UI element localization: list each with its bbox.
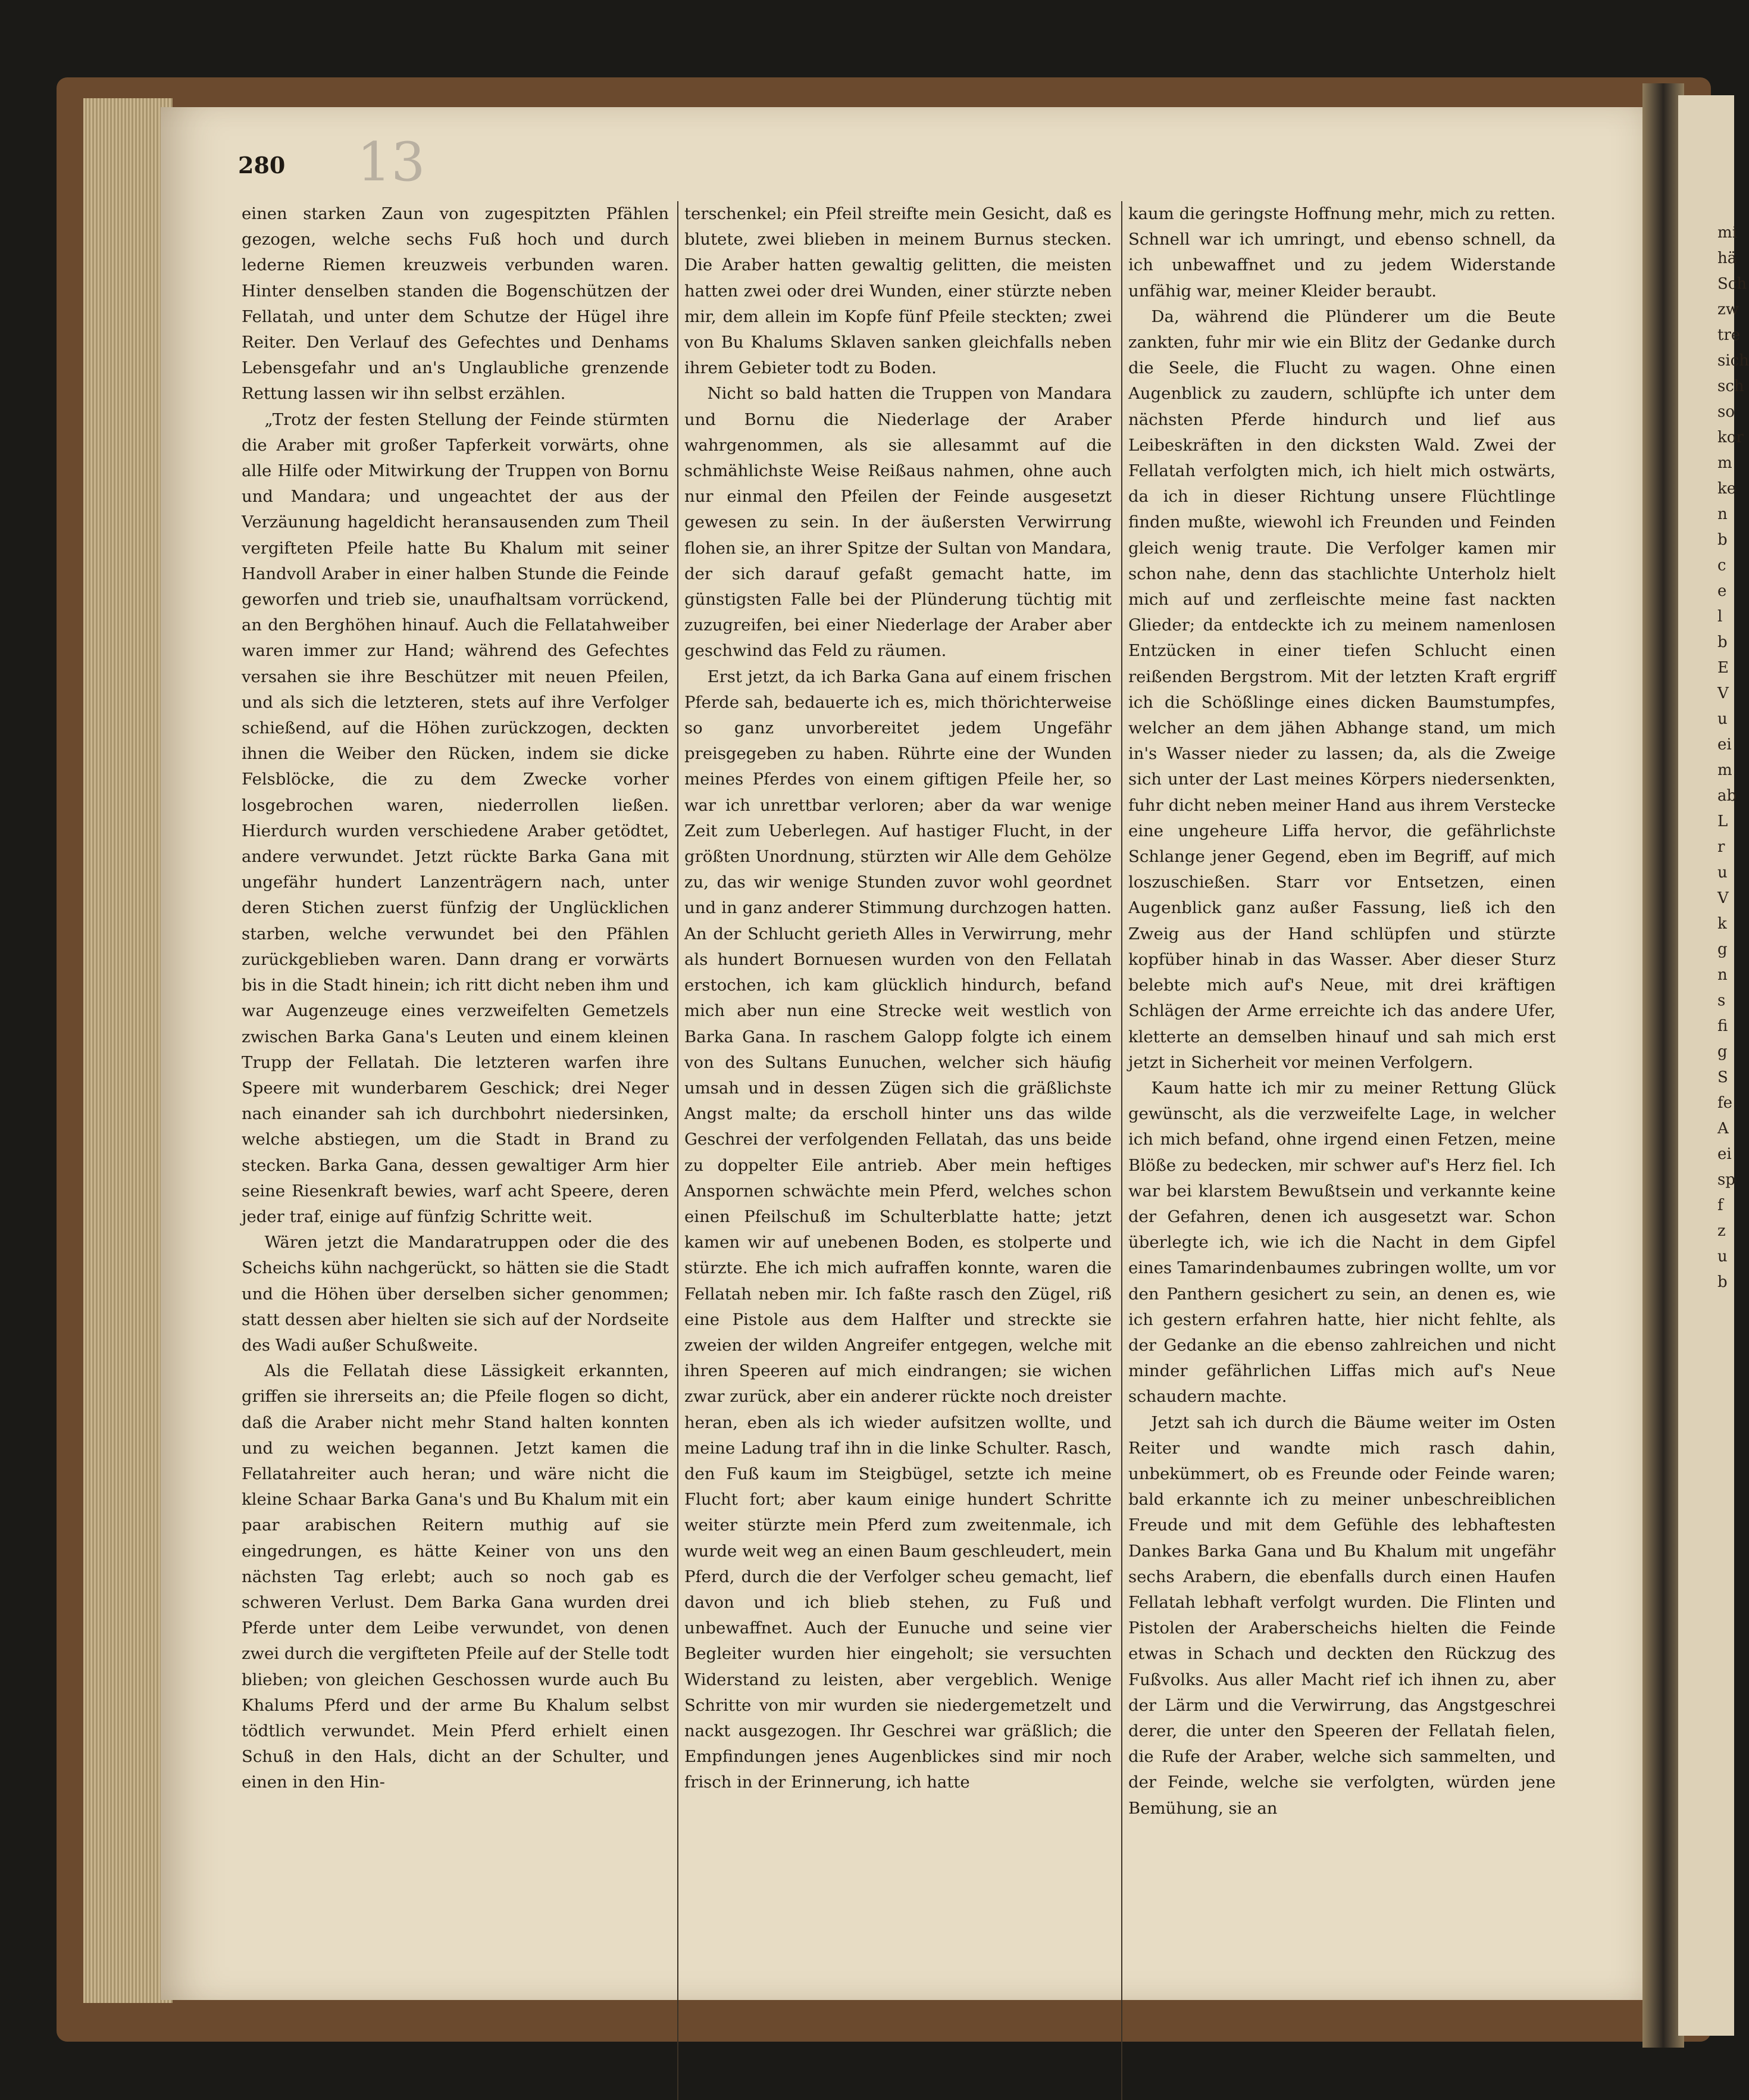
paragraph: Jetzt sah ich durch die Bäume weiter im Osten Reiter und wandte mich rasch dahin, unbekümmert, ob es Freunde oder Feinde waren; bald erkannte ich zu meiner unbeschreiblichen Freude und mit dem Gefühle des lebhaftesten Dankes Barka Gana und Bu Khalum mit ungefähr sechs Arabern, die ebenfalls durch einen Haufen Fellatah lebhaft verfolgt wurden. Die Flinten und Pistolen der Araberscheichs hielten die Feinde etwas in Schach und deckten den Rückzug des Fußvolks. Aus aller Macht rief ich ihnen zu, aber der Lärm und die Verwirrung, das Angstgeschrei derer, die unter den Speeren der Fellatah fielen, die Rufe der Araber, welche sich sammelten, und der Feinde, welche sie verfolgten, würden jene Bemühung, sie an [1128, 1412, 1556, 1818]
next-page-fragment: ei [1717, 736, 1732, 754]
page-number: 280 [238, 152, 286, 179]
next-page-fragment: u [1717, 710, 1728, 728]
next-page-fragment: fi [1717, 1017, 1728, 1035]
next-page-fragment: kor [1717, 429, 1744, 446]
next-page-fragment: n [1717, 505, 1728, 523]
paragraph: Wären jetzt die Mandaratruppen oder die des Scheichs kühn nachgerückt, so hätten sie die Stadt und die Höhen über derselben sicher genommen; statt dessen aber hielten sie sich auf der Nordseite des Wadi außer Schußweite. [242, 1233, 669, 1355]
next-page-fragment: c [1717, 557, 1726, 574]
next-page-fragment: b [1717, 1273, 1728, 1291]
next-page-fragment: f [1717, 1196, 1723, 1214]
paragraph: Kaum hatte ich mir zu meiner Rettung Glück gewünscht, als die verzweifelte Lage, in welcher ich mich befand, ohne irgend einen Fetzen, meine Blöße zu bedecken, mir schwer auf's Herz fiel. Ich war bei klarstem Bewußtsein und verkannte keine der Gefahren, denen ich ausgesetzt war. Schon überlegte ich, wie ich die Nacht in dem Gipfel eines Tamarindenbaumes zubringen wollte, um vor den Panthern gesichert zu sein, an denen es, wie ich gestern erfahren hatte, hier nicht fehlte, als der Gedanke an die ebenso zahlreichen und nicht minder gefährlichen Liffas mich auf's Neue schaudern machte. [1128, 1078, 1556, 1407]
paragraph: Nicht so bald hatten die Truppen von Mandara und Bornu die Niederlage der Araber wahrgenommen, als sie allesammt auf die schmählichste Weise Reißaus nahmen, ohne auch nur einmal den Pfeilen der Feinde ausgesetzt gewesen zu sein. In der äußersten Verwirrung flohen sie, an ihrer Spitze der Sultan von Mandara, der sich darauf gefaßt gemacht hatte, im günstigsten Falle bei der Plünderung tüchtig mit zuzugreifen, bei einer Niederlage der Araber aber geschwind das Feld zu räumen. [684, 384, 1112, 661]
next-page-fragment: z [1717, 1222, 1726, 1240]
next-page-fragment: g [1717, 1043, 1728, 1061]
next-page-fragment: fe [1717, 1094, 1733, 1112]
paragraph: kaum die geringste Hoffnung mehr, mich zu retten. Schnell war ich umringt, und ebenso schnell, da ich unbewaffnet und zu jedem Widerstande unfähig war, meiner Kleider beraubt. [1128, 204, 1556, 301]
next-page-fragment: V [1717, 685, 1729, 702]
next-page-fragment: zw [1717, 301, 1739, 318]
next-page-fragment: ke [1717, 480, 1737, 498]
next-page-fragment: S [1717, 1068, 1728, 1086]
next-page-fragment: g [1717, 940, 1728, 958]
next-page-fragment: m [1717, 761, 1732, 779]
page-edges [83, 98, 173, 2003]
next-page-fragment: l [1717, 608, 1723, 626]
paragraph: Da, während die Plünderer um die Beute zankten, fuhr mir wie ein Blitz der Gedanke durch die Seele, die Flucht zu wagen. Ohne einen Augenblick zu zaudern, schlüpfte ich unter dem nächsten Pferde hindurch und lief aus Leibeskräften in den dicksten Wald. Zwei der Fellatah verfolgten mich, ich hielt mich ostwärts, da ich in dieser Richtung unsere Flüchtlinge finden mußte, wiewohl ich Freunden und Feinden gleich wenig traute. Die Verfolger kamen mir schon nahe, denn das stachlichte Unterholz hielt mich auf und zerfleischte meine fast nackten Glieder; da entdeckte ich zu meinem namenlosen Entzücken in einer tiefen Schlucht einen reißenden Bergstrom. Mit der letzten Kraft ergriff ich die Schößlinge eines dicken Baumstumpfes, welcher an dem jähen Abhange stand, um mich in's Wasser nieder zu lassen; da, als die Zweige sich unter der Last meines Körpers niedersenkten, fuhr dicht neben meiner Hand aus ihrem Verstecke eine ungeheure Liffa hervor, die gefährlichste Schlange jener Gegend, eben im Begriff, auf mich loszuschießen. Starr vor Entsetzen, einen Augenblick ganz außer Fassung, ließ ich den Zweig aus der Hand schlüpfen und stürzte kopfüber hinab in das Wasser. Aber dieser Sturz belebte mich auf's Neue, mit drei kräftigen Schlägen der Arme erreichte ich das andere Ufer, kletterte an demselben hinauf und sah mich erst jetzt in Sicherheit vor meinen Verfolgern. [1128, 307, 1556, 1072]
next-page-text-fragments [1717, 220, 1749, 1295]
next-page-fragment: ab [1717, 787, 1737, 805]
pencil-mark: 13 [357, 131, 425, 193]
next-page-fragment: m [1717, 454, 1732, 472]
next-page-fragment: k [1717, 915, 1727, 933]
next-page-fragment: V [1717, 889, 1729, 907]
next-page-fragment: b [1717, 633, 1728, 651]
paragraph: terschenkel; ein Pfeil streifte mein Gesicht, daß es blutete, zwei blieben in meinem Burnus stecken. Die Araber hatten gewaltig gelitten, die meisten hatten zwei oder drei Wunden, einer stürzte neben mir, dem allein im Kopfe fünf Pfeile steckten; zwei von Bu Khalums Sklaven sanken gleichfalls neben ihrem Gebieter todt zu Boden. [684, 204, 1112, 378]
next-page-fragment: u [1717, 864, 1728, 882]
next-page-fragment: b [1717, 531, 1728, 549]
next-page-fragment: hä [1717, 249, 1737, 267]
paragraph: Als die Fellatah diese Lässigkeit erkannten, griffen sie ihrerseits an; die Pfeile flogen so dicht, daß die Araber nicht mehr Stand halten konnten und zu weichen begannen. Jetzt kamen die Fellatahreiter auch heran; und wäre nicht die kleine Schaar Barka Gana's und Bu Khalum mit ein paar arabischen Reitern muthig auf sie eingedrungen, es hätte Keiner von uns den nächsten Tag erlebt; auch so noch gab es schweren Verlust. Dem Barka Gana wurden drei Pferde unter dem Leibe verwundet, von denen zwei durch die vergifteten Pfeile auf der Stelle todt blieben; von gleichen Geschossen wurde auch Bu Khalums Pferd und der arme Bu Khalum selbst tödtlich verwundet. Mein Pferd erhielt einen Schuß in den Hals, dicht an der Schulter, und einen in den Hin- [242, 1361, 669, 1792]
text-column-3 [1128, 201, 1556, 1821]
next-page-fragment: ei [1717, 1145, 1732, 1163]
text-column-2 [684, 201, 1112, 1796]
next-page-fragment: Sch [1717, 275, 1747, 293]
paragraph: einen starken Zaun von zugespitzten Pfählen gezogen, welche sechs Fuß hoch und durch lederne Riemen kreuzweis verbunden waren. Hinter denselben standen die Bogenschützen der Fellatah, und unter dem Schutze der Hügel ihre Reiter. Den Verlauf des Gefechtes und Denhams Lebensgefahr und an's Unglaubliche grenzende Rettung lassen wir ihn selbst erzählen. [242, 204, 669, 404]
next-page-fragment: so [1717, 403, 1735, 421]
next-page-fragment: mi [1717, 224, 1737, 242]
next-page-fragment: sch [1717, 377, 1744, 395]
column-rule [1121, 201, 1122, 2100]
text-column-1 [242, 201, 669, 1796]
next-page-fragment: n [1717, 966, 1728, 984]
next-page-fragment: e [1717, 582, 1727, 600]
next-page-fragment: sich [1717, 352, 1749, 370]
paragraph: Erst jetzt, da ich Barka Gana auf einem frischen Pferde sah, bedauerte ich es, mich thörichterweise so ganz unvorbereitet jedem Ungefähr preisgegeben zu haben. Rührte eine der Wunden meines Pferdes von einem giftigen Pfeile her, so war ich unrettbar verloren; aber da war wenige Zeit zum Ueberlegen. Auf hastiger Flucht, in der größten Unordnung, stürzten wir Alle dem Gehölze zu, das wir wenige Stunden zuvor wohl geordnet und in ganz anderer Stimmung durchzogen hatten. An der Schlucht gerieth Alles in Verwirrung, mehr als hundert Bornuesen wurden von den Fellatah erstochen, ich kam glücklich hindurch, befand mich aber nun eine Strecke weit westlich von Barka Gana. In raschem Galopp folgte ich einem von des Sultans Eunuchen, welcher sich häufig umsah und in dessen Zügen sich die gräßlichste Angst malte; da erscholl hinter uns das wilde Geschrei der verfolgenden Fellatah, das uns beide zu doppelter Eile antrieb. Aber mein heftiges Anspornen schwächte mein Pferd, welches schon einen Pfeilschuß im Schulterblatte hatte; jetzt kamen wir auf unebenen Boden, es stolperte und stürzte. Ehe ich mich aufraffen konnte, waren die Fellatah neben mir. Ich faßte rasch den Zügel, riß eine Pistole aus dem Halfter und streckte sie zweien der wilden Angreifer entgegen, welche mit ihren Speeren auf mich eindrangen; sie wichen zwar zurück, aber ein anderer rückte noch dreister heran, eben als ich wieder aufsitzen wollte, und meine Ladung traf ihn in die linke Schulter. Rasch, den Fuß kaum im Steigbügel, setzte ich meine Flucht fort; aber kaum einige hundert Schritte weiter stürzte mein Pferd zum zweitenmale, ich wurde weit weg an einen Baum geschleudert, mein Pferd, durch die der Verfolger scheu gemacht, lief davon und ich blieb stehen, zu Fuß und unbewaffnet. Auch der Eunuche und seine vier Begleiter wurden hier eingeholt; sie versuchten Widerstand zu leisten, aber vergeblich. Wenige Schritte von mir wurden sie niedergemetzelt und nackt ausgezogen. Ihr Geschrei war gräßlich; die Empfindungen jenes Augenblickes sind mir noch frisch in der Erinnerung, ich hatte [684, 667, 1112, 1792]
next-page-fragment: sp [1717, 1171, 1735, 1189]
next-page-fragment: u [1717, 1248, 1728, 1265]
next-page-fragment: L [1717, 812, 1728, 830]
next-page-fragment: A [1717, 1120, 1729, 1138]
next-page-fragment: r [1717, 838, 1725, 856]
next-page-fragment: tre [1717, 326, 1741, 344]
column-rule [677, 201, 678, 2100]
next-page-fragment: s [1717, 992, 1726, 1010]
next-page-fragment: E [1717, 659, 1729, 677]
paragraph: „Trotz der festen Stellung der Feinde stürmten die Araber mit großer Tapferkeit vorwärts, ohne alle Hilfe oder Mitwirkung der Truppen von Bornu und Mandara; und ungeachtet der aus der Verzäunung hageldicht heransausenden zum Theil vergifteten Pfeile hatte Bu Khalum mit seiner Handvoll Araber in einer halben Stunde die Feinde geworfen und trieb sie, unaufhaltsam vorrückend, an den Berghöhen hinauf. Auch die Fellatahweiber waren immer zur Hand; während des Gefechtes versahen sie ihre Beschützer mit neuen Pfeilen, und als sich die letzteren, stets auf ihre Verfolger schießend, auf die Höhen zurückzogen, deckten ihnen die Weiber den Rücken, indem sie dicke Felsblöcke, die zu dem Zwecke vorher losgebrochen waren, niederrollen ließen. Hierdurch wurden verschiedene Araber getödtet, andere verwundet. Jetzt rückte Barka Gana mit ungefähr hundert Lanzenträgern nach, unter deren Stichen zuerst fünfzig der Unglücklichen starben, welche verwundet bei den Pfählen zurückgeblieben waren. Dann drang er vorwärts bis in die Stadt hinein; ich ritt dicht neben ihm und war Augenzeuge eines verzweifelten Gemetzels zwischen Barka Gana's Leuten und einem kleinen Trupp der Fellatah. Die letzteren warfen ihre Speere mit wunderbarem Geschick; drei Neger nach einander sah ich durchbohrt niedersinken, welche abstiegen, um die Stadt in Brand zu stecken. Barka Gana, dessen gewaltiger Arm hier seine Riesenkraft bewies, warf acht Speere, deren jeder traf, einige auf fünfzig Schritte weit. [242, 410, 669, 1226]
